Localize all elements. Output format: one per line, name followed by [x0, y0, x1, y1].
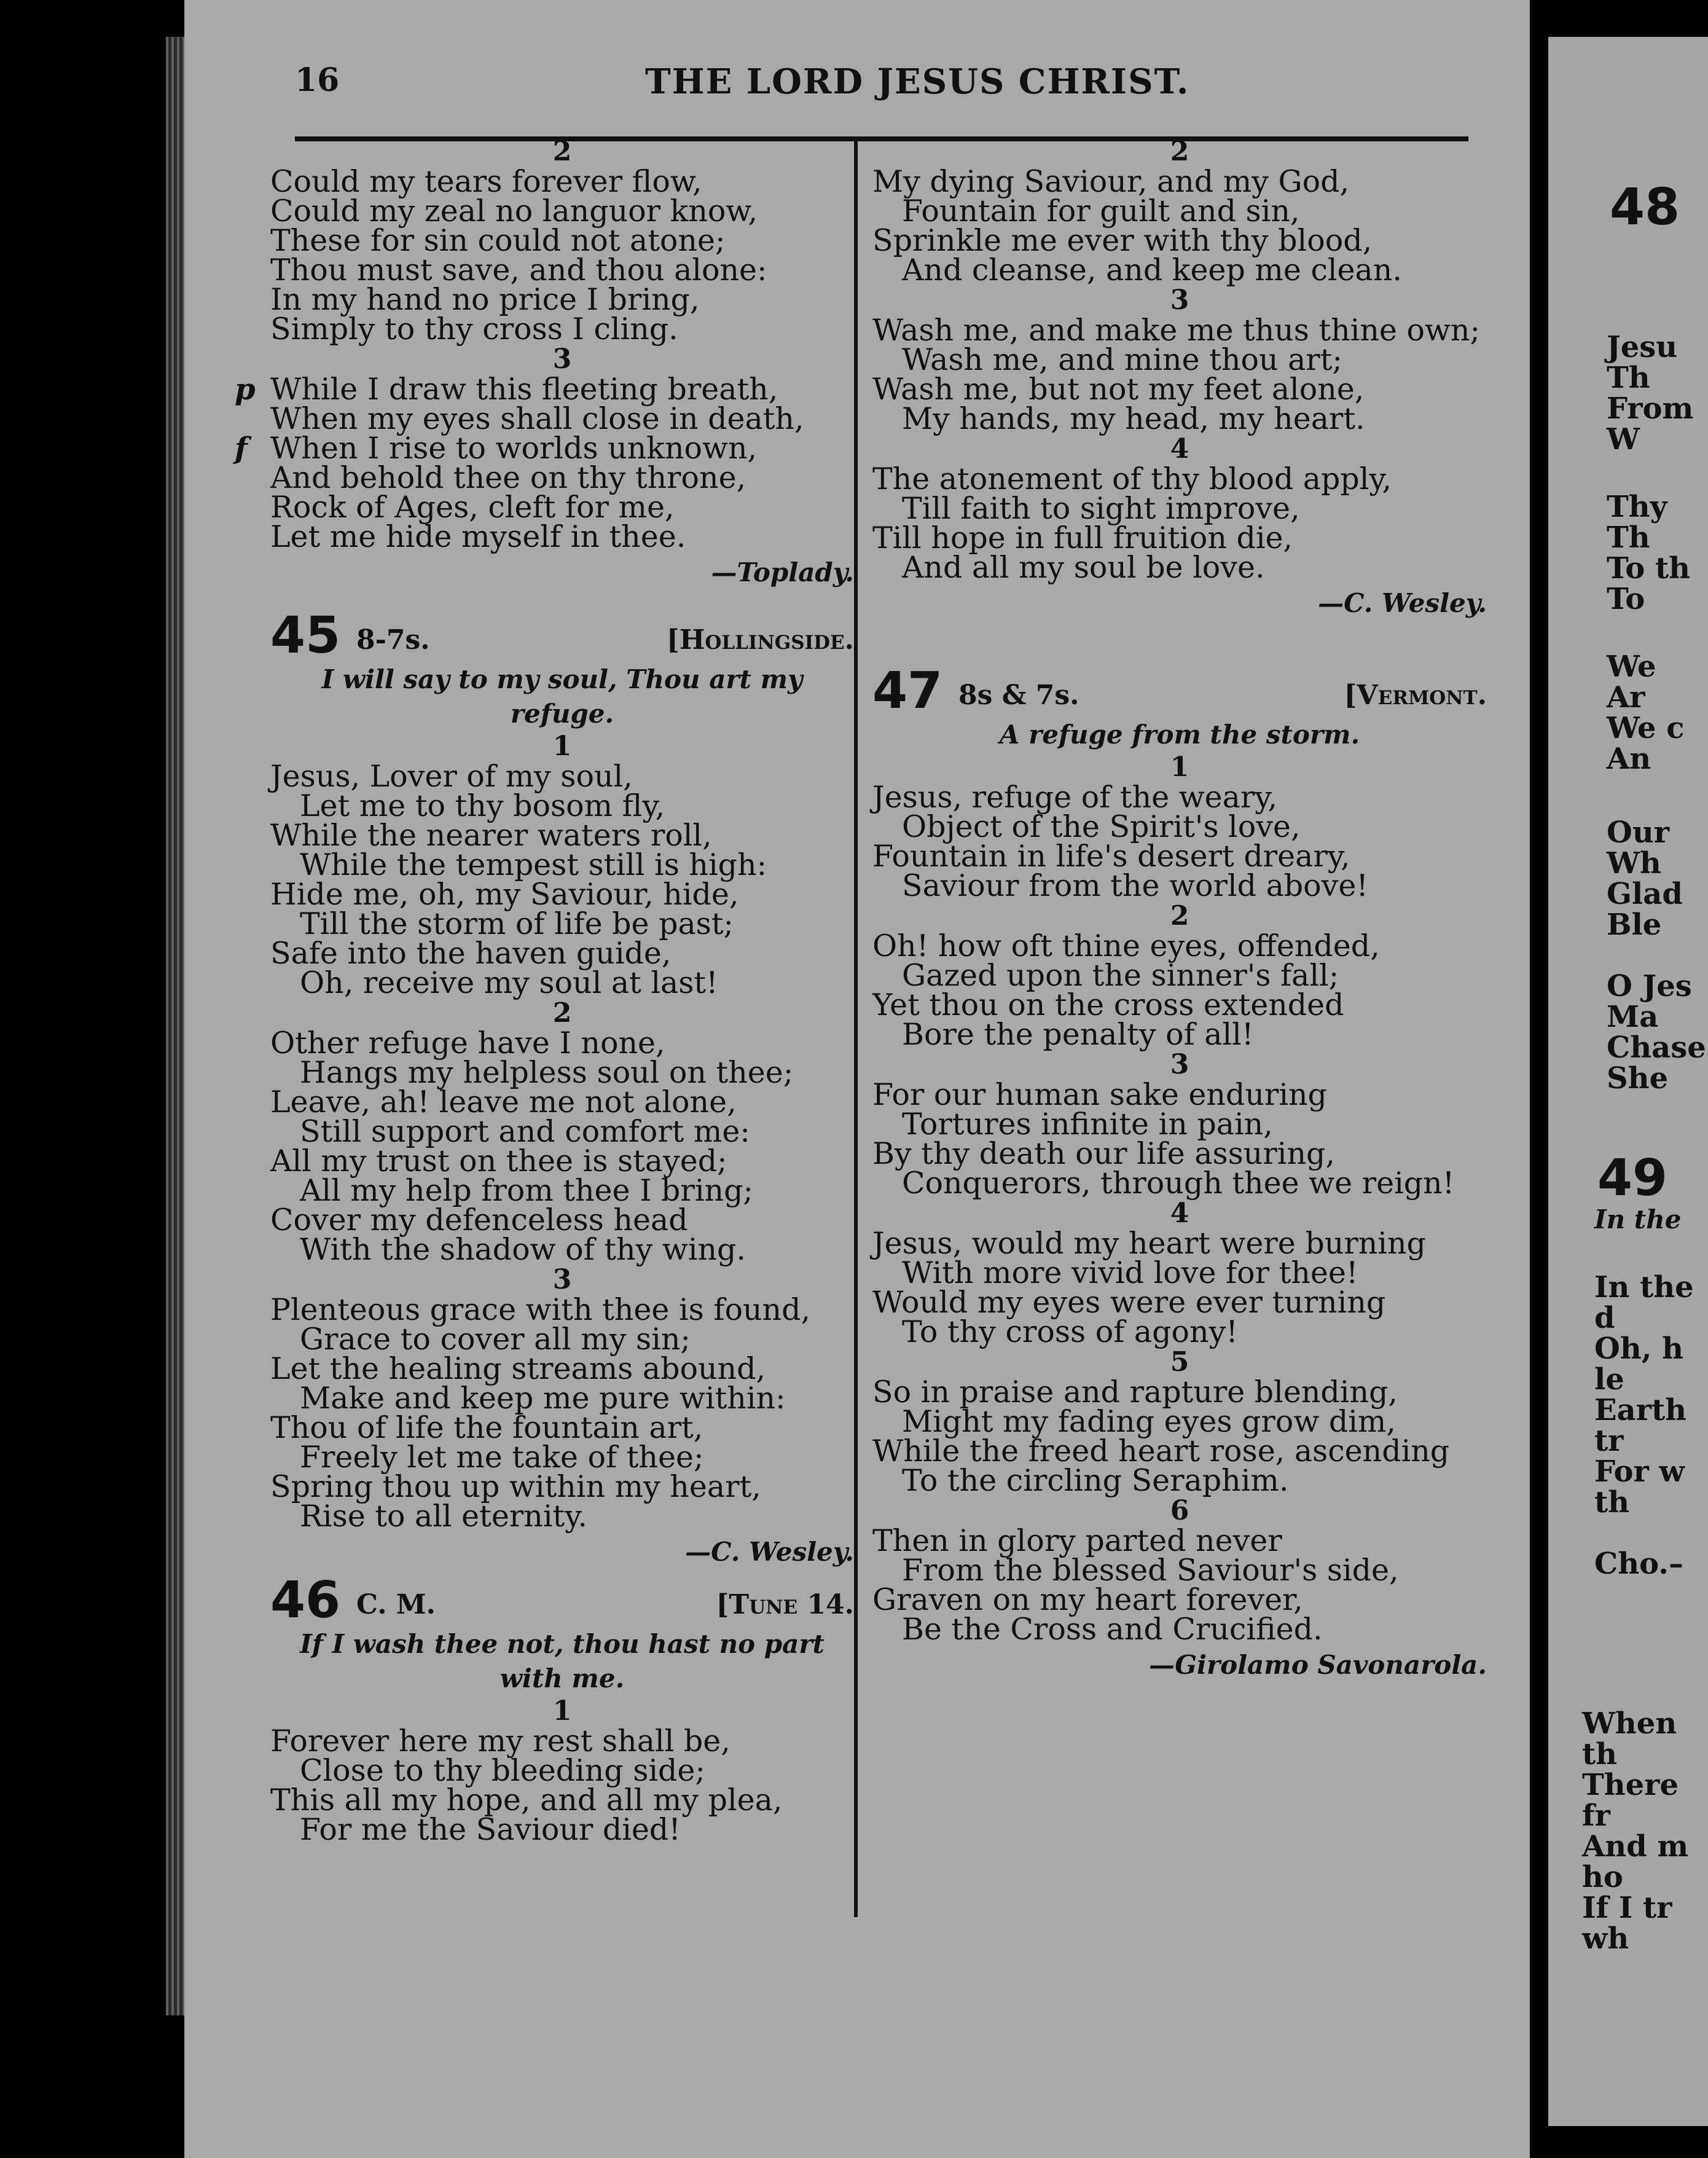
fragment-line: ho	[1582, 1860, 1623, 1894]
verse-line	[270, 1173, 854, 1208]
verse-line	[872, 1582, 1487, 1617]
fragment-line: Th	[1607, 520, 1650, 555]
verse-number: 2	[552, 997, 572, 1029]
verse-number: 1	[552, 1695, 572, 1727]
verse-line	[872, 194, 1487, 229]
fragment-line: wh	[1582, 1921, 1629, 1956]
verse-line	[872, 1285, 1487, 1320]
verse-line-text: This all my hope, and all my plea,	[270, 1783, 783, 1818]
verse-line-text: Still support and comfort me:	[300, 1114, 750, 1149]
verse-line	[270, 759, 854, 794]
verse-line	[270, 847, 854, 882]
verse-line-text: When my eyes shall close in death,	[270, 401, 804, 436]
dynamic-marking: f	[235, 431, 248, 466]
verse-line	[270, 1724, 854, 1759]
verse-line	[270, 1410, 854, 1445]
verse-line-text: Thou of life the fountain art,	[270, 1410, 703, 1445]
verse-line	[872, 987, 1487, 1022]
verse-line	[270, 1292, 854, 1327]
verse-line	[270, 1203, 854, 1238]
verse-line-text: So in praise and rapture blending,	[872, 1375, 1398, 1410]
verse-line	[270, 1085, 854, 1120]
fragment-line: Oh, h	[1594, 1332, 1684, 1366]
hymn-45-verses	[270, 731, 854, 1534]
verse-line-text: Let me hide myself in thee.	[270, 519, 686, 554]
left-column	[235, 136, 854, 1847]
verse-line	[270, 1499, 854, 1534]
verse-line	[270, 164, 854, 199]
verse-line	[872, 1434, 1487, 1469]
verse-line-text: Would my eyes were ever turning	[872, 1285, 1386, 1320]
verse-line-text: Let the healing streams abound,	[270, 1351, 766, 1386]
verse-line-text: Jesus, Lover of my soul,	[270, 759, 633, 794]
fragment-line: Chase	[1607, 1030, 1706, 1065]
fragment-line: O Jes	[1607, 969, 1692, 1003]
verse-line-text: In my hand no price I bring,	[270, 282, 700, 317]
fragment-line: Wh	[1607, 846, 1661, 881]
verse-line-text: By thy death our life assuring,	[872, 1136, 1335, 1171]
fragment-line: Ma	[1607, 1000, 1659, 1034]
verse-line-text: Forever here my rest shall be,	[270, 1724, 731, 1759]
verse-line-text: Plenteous grace with thee is found,	[270, 1292, 811, 1327]
verse-line-text: My hands, my head, my heart.	[902, 401, 1365, 436]
verse-line	[872, 401, 1487, 436]
fragment-line: There	[1582, 1768, 1679, 1802]
fragment-line: le	[1594, 1362, 1624, 1397]
verse-line-text: Might my fading eyes grow dim,	[902, 1404, 1396, 1439]
fragment-line: She	[1607, 1061, 1669, 1096]
verse-line	[270, 282, 854, 317]
fragment-line: To th	[1607, 551, 1691, 586]
verse-line	[270, 1351, 854, 1386]
fragment-line: d	[1594, 1301, 1615, 1335]
verse-line-text: Close to thy bleeding side;	[300, 1753, 705, 1788]
verse-line	[872, 868, 1487, 903]
hymn-44-author: —Toplady.	[711, 557, 854, 587]
verse-line-text: Conquerors, through thee we reign!	[902, 1166, 1455, 1201]
fragment-line: Earth	[1594, 1393, 1687, 1427]
column-divider	[854, 141, 858, 1917]
right-column	[872, 136, 1487, 1684]
verse-line	[270, 1783, 854, 1818]
verse-line-text: Could my tears forever flow,	[270, 164, 702, 199]
verse-line	[270, 401, 854, 436]
verse-line-text: All my help from thee I bring;	[300, 1173, 753, 1208]
verse-line-text: While I draw this fleeting breath,	[270, 372, 778, 407]
verse-line	[872, 1375, 1487, 1410]
verse-line-text: Let me to thy bosom fly,	[300, 788, 665, 823]
fragment-line: To	[1607, 582, 1645, 616]
verse-line-text: Freely let me take of thee;	[300, 1440, 704, 1475]
verse-line-text: For our human sake enduring	[872, 1077, 1327, 1112]
verse-number: 2	[1170, 900, 1189, 932]
verse-line-text: Bore the penalty of all!	[902, 1017, 1254, 1052]
verse-line	[872, 342, 1487, 377]
verse-line-text: Rock of Ages, cleft for me,	[270, 490, 675, 525]
verse-line	[872, 1255, 1487, 1290]
verse-line	[872, 1463, 1487, 1498]
hymn-49-subtitle: In the	[1594, 1204, 1682, 1234]
verse-line	[270, 788, 854, 823]
verse-line	[872, 491, 1487, 526]
verse-number: 2	[552, 136, 572, 167]
verse-number: 3	[1170, 1049, 1189, 1080]
verse-line-text: These for sin could not atone;	[270, 223, 726, 258]
verse-line-text: Thou must save, and thou alone:	[270, 253, 767, 288]
hymn-46-heading	[270, 1571, 854, 1630]
verse-number: 4	[1170, 1198, 1189, 1229]
verse-line-text: Tortures infinite in pain,	[902, 1107, 1273, 1142]
verse-line-text: Saviour from the world above!	[902, 868, 1369, 903]
fragment-line: If I tr	[1582, 1891, 1672, 1925]
verse-line	[270, 1144, 854, 1179]
fragment-line: We	[1607, 649, 1656, 684]
fragment-block	[1607, 332, 1693, 455]
verse-line	[872, 313, 1487, 348]
hymn-44-continuation	[235, 136, 854, 554]
verse-line-text: While the tempest still is high:	[300, 847, 767, 882]
verse-line-text: Till hope in full fruition die,	[872, 520, 1293, 555]
verse-line	[270, 1469, 854, 1504]
verse-line	[270, 1322, 854, 1357]
verse-line-text: Graven on my heart forever,	[872, 1582, 1303, 1617]
verse-line	[872, 1226, 1487, 1261]
verse-line-text: My dying Saviour, and my God,	[872, 164, 1350, 199]
verse-line	[270, 490, 854, 525]
verse-line	[872, 1136, 1487, 1171]
verse-line-text: Jesus, refuge of the weary,	[872, 780, 1278, 815]
hymn-46-continuation	[872, 136, 1487, 583]
verse-line	[872, 1404, 1487, 1439]
fragment-line: Ble	[1607, 908, 1662, 942]
verse-line	[270, 1114, 854, 1149]
verse-line-text: Simply to thy cross I cling.	[270, 312, 678, 347]
verse-line-text: Make and keep me pure within:	[300, 1381, 786, 1416]
verse-line-text: Rise to all eternity.	[300, 1499, 587, 1534]
hymn-number: 45	[270, 606, 341, 665]
verse-line-text: All my trust on thee is stayed;	[270, 1144, 727, 1179]
verse-line	[235, 372, 854, 407]
fragment-line: And m	[1582, 1829, 1689, 1864]
fragment-line: Jesu	[1607, 330, 1678, 364]
verse-line	[872, 372, 1487, 407]
verse-line	[872, 1107, 1487, 1142]
fragment-line: When	[1582, 1706, 1677, 1741]
fragment-line: Ar	[1607, 680, 1645, 715]
hymn-49-number: 49	[1597, 1149, 1668, 1207]
verse-number: 3	[552, 1264, 572, 1295]
verse-line-text: Oh! how oft thine eyes, offended,	[872, 928, 1380, 963]
verse-line-text: Other refuge have I none,	[270, 1026, 665, 1061]
verse-line-text: To thy cross of agony!	[902, 1314, 1238, 1349]
hymn-45-author: —C. Wesley.	[685, 1537, 854, 1567]
verse-line	[270, 1812, 854, 1847]
verse-line	[270, 1381, 854, 1416]
verse-line	[270, 223, 854, 258]
verse-line-text: Safe into the haven guide,	[270, 936, 672, 971]
hymn-47-verses	[872, 751, 1487, 1647]
verse-line-text: Till the storm of life be past;	[300, 906, 734, 941]
fragment-line: Our	[1607, 815, 1669, 850]
hymn-tune: [Tune 14.	[716, 1589, 854, 1620]
verse-line-text: And all my soul be love.	[902, 550, 1265, 585]
verse-line	[270, 877, 854, 912]
verse-line	[270, 1232, 854, 1267]
verse-line-text: While the nearer waters roll,	[270, 818, 712, 853]
adjacent-page-fragment	[1548, 37, 1708, 2126]
fragment-line: th	[1594, 1485, 1630, 1520]
verse-line	[872, 253, 1487, 288]
verse-line-text: Yet thou on the cross extended	[872, 987, 1344, 1022]
verse-line	[270, 519, 854, 554]
verse-number: 3	[1170, 284, 1189, 316]
verse-line	[270, 818, 854, 853]
hymn-meter: 8-7s.	[356, 624, 430, 656]
verse-line-text: Till faith to sight improve,	[902, 491, 1300, 526]
verse-line	[270, 965, 854, 1000]
verse-line-text: The atonement of thy blood apply,	[872, 461, 1392, 496]
fragment-block	[1607, 817, 1683, 940]
fragment-block	[1607, 651, 1684, 774]
verse-line-text: Grace to cover all my sin;	[300, 1322, 691, 1357]
verse-line	[872, 520, 1487, 555]
verse-line	[872, 1553, 1487, 1588]
fragment-line: fr	[1582, 1799, 1610, 1833]
verse-line	[872, 958, 1487, 993]
verse-line	[872, 550, 1487, 585]
verse-number: 1	[1170, 751, 1189, 783]
verse-line-text: Be the Cross and Crucified.	[902, 1612, 1323, 1647]
hymn-48-number: 48	[1610, 178, 1680, 237]
verse-line	[270, 1753, 854, 1788]
fragment-line: We c	[1607, 711, 1685, 745]
fragment-line: W	[1607, 422, 1640, 457]
verse-line-text: With more vivid love for thee!	[902, 1255, 1358, 1290]
fragment-line: In the	[1594, 1270, 1694, 1305]
verse-number: 3	[552, 343, 572, 375]
verse-number: 4	[1170, 433, 1189, 465]
verse-line	[872, 1314, 1487, 1349]
page-number: 16	[295, 61, 340, 99]
verse-line-text: Then in glory parted never	[872, 1523, 1282, 1558]
chorus-label: Cho.–	[1594, 1547, 1683, 1581]
verse-line-text: While the freed heart rose, ascending	[872, 1434, 1450, 1469]
verse-number: 1	[552, 731, 572, 762]
verse-line	[872, 1166, 1487, 1201]
verse-line	[270, 312, 854, 347]
fragment-line: tr	[1594, 1424, 1624, 1458]
page-header	[295, 61, 1487, 104]
verse-line-text: Jesus, would my heart were burning	[872, 1226, 1426, 1261]
hymn-47-subtitle: A refuge from the storm.	[999, 720, 1360, 750]
verse-line-text: Could my zeal no languor know,	[270, 194, 758, 229]
verse-line	[872, 461, 1487, 496]
verse-line	[872, 780, 1487, 815]
fragment-line: Th	[1607, 361, 1650, 395]
verse-line	[872, 1077, 1487, 1112]
verse-line-text: Gazed upon the sinner's fall;	[902, 958, 1339, 993]
verse-line-text: Fountain for guilt and sin,	[902, 194, 1300, 229]
hymn-46-subtitle: If I wash thee not, thou hast no part with me.	[300, 1629, 825, 1693]
verse-line-text: With the shadow of thy wing.	[300, 1232, 746, 1267]
hymn-tune: [Hollingside.	[666, 624, 854, 656]
fragment-line: An	[1607, 742, 1651, 776]
fragment-block	[1607, 971, 1706, 1094]
verse-number: 2	[1170, 136, 1189, 167]
verse-line	[270, 1055, 854, 1090]
hymn-meter: 8s & 7s.	[958, 680, 1079, 711]
verse-line	[872, 223, 1487, 258]
hymn-45-heading	[270, 606, 854, 665]
verse-line	[872, 809, 1487, 844]
verse-line-text: Hangs my helpless soul on thee;	[300, 1055, 794, 1090]
fragment-line: Thy	[1607, 490, 1667, 524]
verse-number: 6	[1170, 1495, 1189, 1526]
verse-line	[270, 253, 854, 288]
fragment-block	[1594, 1272, 1694, 1518]
verse-line	[270, 1440, 854, 1475]
verse-line-text: And behold thee on thy throne,	[270, 460, 746, 495]
fragment-line: From	[1607, 391, 1694, 426]
verse-line	[270, 936, 854, 971]
verse-line-text: And cleanse, and keep me clean.	[902, 253, 1402, 288]
hymn-47-author: —Girolamo Savonarola.	[1149, 1650, 1487, 1680]
verse-number: 5	[1170, 1346, 1189, 1378]
verse-line-text: Oh, receive my soul at last!	[300, 965, 718, 1000]
running-title: THE LORD JESUS CHRIST.	[645, 61, 1190, 102]
verse-line	[235, 431, 854, 466]
verse-line-text: Sprinkle me ever with thy blood,	[872, 223, 1373, 258]
hymn-47-heading	[872, 662, 1487, 720]
verse-line-text: Wash me, and make me thus thine own;	[872, 313, 1480, 348]
fragment-line: th	[1582, 1737, 1618, 1772]
verse-line	[872, 1612, 1487, 1647]
verse-line	[872, 928, 1487, 963]
hymn-45-subtitle: I will say to my soul, Thou art my refuge.	[321, 664, 803, 729]
hymn-46-verses	[270, 1696, 854, 1845]
verse-line	[872, 1017, 1487, 1052]
fragment-block	[1582, 1708, 1688, 1954]
fragment-line: For w	[1594, 1454, 1685, 1489]
verse-line	[270, 194, 854, 229]
verse-line	[270, 460, 854, 495]
verse-line-text: Cover my defenceless head	[270, 1203, 688, 1238]
verse-line	[270, 1026, 854, 1061]
hymn-46-author: —C. Wesley.	[1318, 588, 1487, 618]
fragment-line: Glad	[1607, 877, 1683, 911]
fragment-block	[1607, 492, 1690, 614]
verse-line-text: Hide me, oh, my Saviour, hide,	[270, 877, 739, 912]
verse-line-text: Wash me, but not my feet alone,	[872, 372, 1365, 407]
hymn-meter: C. M.	[356, 1589, 436, 1620]
verse-line-text: When I rise to worlds unknown,	[270, 431, 758, 466]
verse-line	[872, 1523, 1487, 1558]
verse-line-text: Leave, ah! leave me not alone,	[270, 1085, 737, 1120]
verse-line-text: Wash me, and mine thou art;	[902, 342, 1342, 377]
dynamic-marking: p	[235, 372, 256, 407]
hymn-number: 46	[270, 1571, 341, 1630]
verse-line-text: To the circling Seraphim.	[902, 1463, 1289, 1498]
verse-line-text: Fountain in life's desert dreary,	[872, 839, 1350, 874]
hymn-tune: [Vermont.	[1344, 680, 1487, 711]
verse-line-text: From the blessed Saviour's side,	[902, 1553, 1399, 1588]
hymn-number: 47	[872, 662, 943, 720]
verse-line-text: For me the Saviour died!	[300, 1812, 681, 1847]
verse-line-text: Spring thou up within my heart,	[270, 1469, 761, 1504]
verse-line	[270, 906, 854, 941]
verse-line-text: Object of the Spirit's love,	[902, 809, 1301, 844]
verse-line	[872, 839, 1487, 874]
verse-line	[872, 164, 1487, 199]
